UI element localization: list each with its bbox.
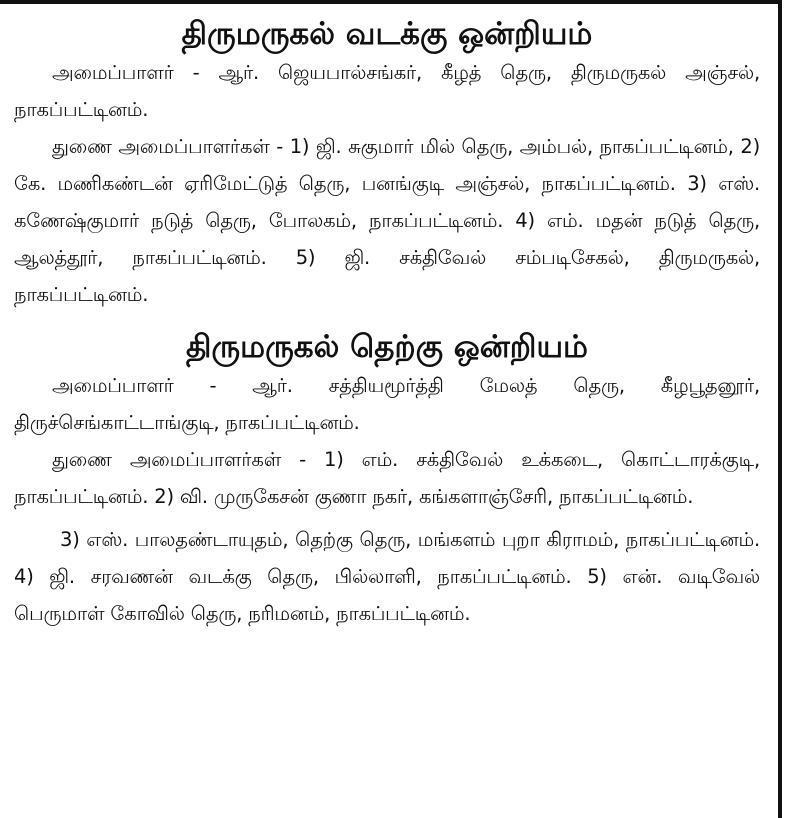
- organizer-paragraph-north: அமைப்பாளர் - ஆர். ஜெயபால்சங்கர், கீழத் தெரு, திருமருகல் அஞ்சல், நாகப்பட்டினம்.: [14, 61, 760, 121]
- deputies-paragraph-south: துணை அமைப்பாளர்கள் - 1) எம். சக்திவேல் உக்கடை, கொட்டாரக்குடி, நாகப்பட்டினம். 2) வி. முருகேசன் குணா நகர், கங்களாஞ்சேரி, நாகப்பட்டினம்.: [14, 448, 760, 508]
- top-rule: [0, 0, 778, 4]
- deputies-paragraph-north: துணை அமைப்பாளர்கள் - 1) ஜி. சுகுமார் மில் தெரு, அம்பல், நாகப்பட்டினம், 2) கே. மணிகண்டன் ஏரிமேட்டுத் தெரு, பனங்குடி அஞ்சல், நாகப்பட்டினம். 3) எஸ். கணேஷ்குமார் நடுத் தெரு, போலகம், நாகப்பட்டினம். 4) எம். மதன் நடுத் தெரு, ஆலத்தூர், நாகப்பட்டினம். 5) ஜி. சக்திவேல் சம்படிசேகல், திருமருகல், நாகப்பட்டினம்.: [14, 135, 760, 306]
- organizer-paragraph-south: அமைப்பாளர் - ஆர். சத்தியமூர்த்தி மேலத் தெரு, கீழபூதனூர், திருச்செங்காட்டாங்குடி, நாகப்பட்டினம்.: [14, 374, 760, 434]
- section-heading-south: திருமருகல் தெற்கு ஒன்றியம்: [186, 329, 588, 365]
- deputies-continued-paragraph-south: 3) எஸ். பாலதண்டாயுதம், தெற்கு தெரு, மங்களம் புறா கிராமம், நாகப்பட்டினம். 4) ஜி. சரவணன் வடக்கு தெரு, பில்லாளி, நாகப்பட்டினம். 5) என். வடிவேல் பெருமாள் கோவில் தெரு, நரிமனம், நாகப்பட்டினம்.: [14, 528, 760, 625]
- section-heading-north: திருமருகல் வடக்கு ஒன்றியம்: [181, 16, 593, 52]
